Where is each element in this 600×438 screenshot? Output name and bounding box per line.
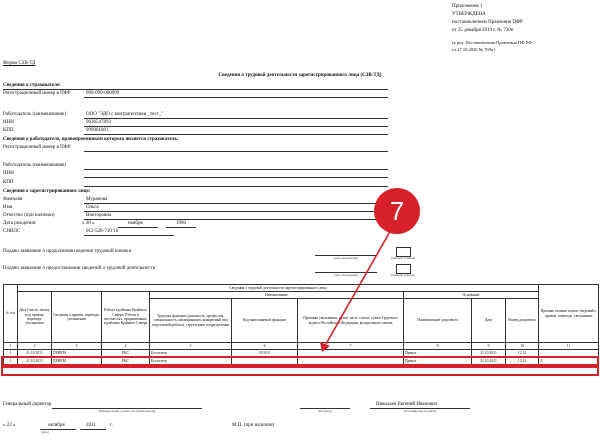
predecessor-inn-label: ИНН: [3, 171, 14, 176]
header-event: Сведения о приеме, переводе, увольнении: [52, 292, 102, 343]
col-num: 9: [472, 343, 506, 350]
insurer-employer-value: ООО "ЭДО с контрагентами _тест_": [86, 112, 164, 117]
row-event: ПРИЕМ: [52, 358, 102, 366]
col-num: 7: [298, 343, 404, 350]
insurer-heading: Сведения о страхователе:: [3, 83, 61, 88]
header-cancel: Признак отмены записи сведений о приеме, переводе, увольнении: [539, 285, 599, 343]
predecessor-employer-label: Работодатель (наименование): [3, 163, 67, 168]
signature-caption: (Подпись): [318, 409, 332, 413]
signer-name: Николаев Евгений Иванович: [376, 402, 438, 407]
row-docname: Приказ: [404, 350, 472, 358]
col-num: 8: [404, 343, 472, 350]
header-docname: Наименование документа: [404, 299, 472, 343]
insurer-inn-value: 9636547892: [86, 120, 111, 125]
col-num: 4: [102, 343, 150, 350]
row-function: Бухгалтер: [150, 350, 232, 358]
statement-continue-label: Подано заявление о продолжении ведения трудовой книжки: [3, 249, 132, 254]
statement-provide-mark-caption: (признак отмены): [390, 273, 416, 277]
sign-day: « 22 »: [3, 423, 16, 428]
name-label: Имя: [3, 205, 13, 210]
row-no: 2: [4, 358, 18, 366]
row-event: ПРИЕМ: [52, 350, 102, 358]
appendix-line-3: постановлением Правления ПФР: [452, 20, 523, 25]
insurer-kpp-label: КПП: [3, 128, 14, 133]
predecessor-kpp-label: КПП: [3, 180, 14, 185]
insurer-reg-label: Регистрационный номер в ПФР: [3, 91, 71, 96]
basis-group-header: Основание: [404, 292, 539, 299]
form-code: Форма СЗВ-ТД: [3, 61, 36, 66]
surname-value: Муранова: [86, 197, 108, 202]
name-group-header: Наименование: [150, 292, 404, 299]
insurer-employer-label: Работодатель (наименование): [3, 112, 67, 117]
document-title: Сведения о трудовой деятельности зарегистрированного лица (СЗВ-ТД): [218, 73, 382, 78]
col-num: 10: [506, 343, 539, 350]
row-north: РКС: [102, 350, 150, 358]
row-docnum: 12.12: [506, 358, 539, 366]
header-date: Дата (число, месяц, год) приема, перевода, увольнения: [18, 292, 52, 343]
sign-date-caption: (дата): [41, 430, 49, 434]
signer-position-caption: (Наименование должности руководителя): [98, 409, 156, 413]
row-cancel: Х: [539, 358, 599, 366]
header-function: Трудовая функция (должность, профессия, специальность, квалификация, конкретный вид поручаемой работы), структурное подразделение: [150, 299, 232, 343]
appendix-line-4: от 25 декабря 2019 г. № 730п: [452, 28, 514, 33]
row-date: 21.10.2021: [18, 350, 52, 358]
stamp-label: М.П. (при наличии): [232, 423, 275, 428]
row-north: РКС: [102, 358, 150, 366]
birth-label: Дата рождения:: [3, 221, 37, 226]
row-function: Бухгалтер: [150, 358, 232, 366]
appendix-line-1: Приложение 1: [452, 4, 483, 9]
appendix-line-2: УТВЕРЖДЕНА: [452, 12, 486, 17]
header-code: Код выполняемой функции: [232, 299, 298, 343]
person-heading: Сведения о зарегистрированном лице:: [3, 189, 91, 194]
header-no: № п/п: [4, 285, 18, 343]
snils-label: СНИЛС: [3, 229, 21, 234]
birth-day: « 30 »: [82, 221, 95, 226]
name-value: Ольга: [86, 205, 99, 210]
col-num: 2: [18, 343, 52, 350]
row-docdate: 21.10.2021: [472, 350, 506, 358]
row-date: 21.10.2021: [18, 358, 52, 366]
statement-provide-label: Подано заявление о предоставлении сведений о трудовой деятельности: [3, 266, 156, 271]
surname-label: Фамилия: [3, 197, 23, 202]
predecessor-reg-label: Регистрационный номер в ПФР: [3, 145, 71, 150]
patronymic-label: Отчество (при наличии): [3, 213, 55, 218]
header-north: Работа в районах Крайнего Севера/ Работа в местностях, приравненных к районам Крайнего Севера: [102, 292, 150, 343]
signer-position: Генеральный директор: [3, 402, 52, 407]
row-no: 1: [4, 350, 18, 358]
row-code: 0510.9: [232, 350, 298, 358]
header-docnum: Номер документа: [506, 299, 539, 343]
birth-year: 1990: [176, 221, 186, 226]
statement-provide-date-caption: (дата заполнения): [333, 273, 359, 277]
col-num: 11: [539, 343, 599, 350]
signer-name-caption: (Расшифровка подписи): [403, 409, 437, 413]
col-num: 3: [52, 343, 102, 350]
statement-continue-date-caption: (дата заполнения): [333, 256, 359, 260]
header-reason: Причины увольнения, пункт, часть статьи, статья Трудового кодекса Российской Федерации, федерального закона: [298, 299, 404, 343]
sign-year: 2021: [86, 423, 96, 428]
table-group-title: Сведения о трудовой деятельности зарегистрированного лица: [18, 285, 539, 292]
header-docdate: Дата: [472, 299, 506, 343]
annotation-marker: 7: [374, 188, 420, 234]
predecessor-heading: Сведения о работодателе, правопреемником которого является страхователь:: [3, 137, 179, 142]
col-num: 5: [150, 343, 232, 350]
col-num: 6: [232, 343, 298, 350]
insurer-kpp-value: 999901001: [86, 128, 109, 133]
sign-year-suffix: г.: [110, 423, 113, 428]
insurer-inn-label: ИНН: [3, 120, 14, 125]
sign-month: октября: [48, 423, 65, 428]
col-num: 1: [4, 343, 18, 350]
row-docdate: 21.10.2021: [472, 358, 506, 366]
patronymic-value: Викторовна: [86, 213, 112, 218]
birth-month: ноября: [128, 221, 143, 226]
row-docname: Приказ: [404, 358, 472, 366]
snils-value: 012-528-710 16: [86, 229, 119, 234]
row-docnum: 12.12: [506, 350, 539, 358]
statement-continue-mark-caption: (признак отмены): [390, 256, 416, 260]
appendix-line-6: от 27.10.2020 № 769п): [452, 47, 495, 52]
appendix-line-5: (в ред. Постановления Правления ПФ РФ: [452, 40, 532, 45]
insurer-reg-value: 099-099-000999: [86, 91, 120, 96]
